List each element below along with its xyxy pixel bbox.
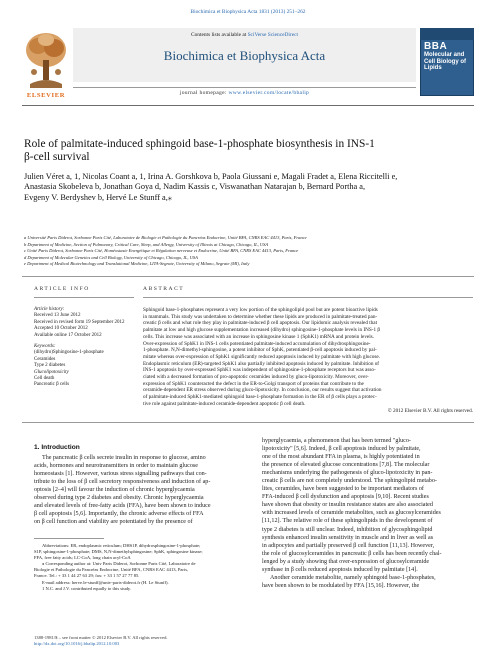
elsevier-tree-logo: [22, 28, 70, 90]
intro-line: The pancreatic β cells secrete insulin in response to glucose, amino: [42, 455, 206, 461]
intro-line: homeostasis [1]. However, various stress signalling pathways that con-: [34, 471, 207, 478]
abstract-line: 1-phosphate. N,N-dimethyl-sphingosine, a potent inhibitor of SphK, potentiated β-cell apoptosis induced by pal-: [143, 347, 377, 354]
abstract-line: in mammals. This study was undertaken to determine whether these lipids are produced in palmitate-treated pan-: [143, 313, 378, 320]
footnote-rule: [34, 538, 104, 539]
homepage-line: [73, 90, 416, 96]
abstract-line: palmitate at low and high glucose supplementation increased (dihydro) sphingosine-1-phosphate levels in INS-1 β: [143, 327, 381, 334]
intro-line: mechanisms underlying the pathogenesis of gluco-lipotoxicity in pan-: [262, 470, 433, 477]
intro-line: one of the most abundant FFA in plasma, is highly potentiated in: [262, 454, 420, 461]
keyword: (dihydro)Sphingosine-1-phosphate: [34, 350, 104, 356]
copyright-line: © 2012 Elsevier B.V. All rights reserved.: [387, 407, 473, 414]
cover-subtitle: Molecular and Cell Biology of Lipids: [424, 52, 466, 72]
intro-line: Another ceramide metabolite, namely sphingoid base-1-phosphates,: [270, 574, 436, 581]
homepage-prefix: journal homepage:: [179, 90, 229, 96]
intro-line: optosis [2–4] will favour the induction of chronic hyperglycaemia: [34, 487, 195, 494]
footnote-line: ⁎ Corresponding author at: Univ Paris Diderot, Sorbonne Paris Cité, Laboratoire de: [42, 561, 196, 567]
history-revised: Received in revised form 19 September 2012: [34, 319, 125, 325]
intro-line: creatic β cells are not completely understood. The sphingolipid metabo-: [262, 478, 437, 485]
abstract-line: of palmitate-induced SphK1-mediated sphingoid base-1-phosphate formation in the ER of β cells plays a protec-: [143, 394, 377, 401]
affiliation-e: e Department of Medical Biotechnology and Translational Medicine, LITA-Segrate, University of Milano, Segrate (MI), Italy: [24, 261, 250, 267]
masthead-rule: [73, 87, 416, 88]
intro-line: in adipocytes and partially preserved β cell function [11,13]. However,: [262, 542, 435, 549]
issn-block: [34, 635, 254, 647]
keywords-label: Keywords:: [34, 344, 56, 350]
intro-line: the role of glucosylceramides in pancreatic β cells has been recently chal-: [262, 550, 442, 557]
affiliation-b: b Department of Medicine, Section of Pulmonary, Critical Care, Sleep, and Allergy, University of Illinois at Chicago, Chicago, IL, USA: [24, 241, 269, 247]
abstract-heading: ABSTRACT: [143, 286, 185, 292]
introduction-heading: 1. Introduction: [34, 444, 80, 451]
authors-line-3: Evgeny V. Berdyshev b, Hervé Le Stunff a,⁎: [24, 192, 172, 202]
contents-prefix: Contents lists available at: [190, 32, 248, 38]
article-info-rule: [34, 297, 134, 298]
intro-line: have shown that obesity or insulin resistance states are also associated: [262, 502, 433, 509]
intro-line: acids, hormones and neurotransmitters in order to maintain glucose: [34, 463, 198, 470]
intro-line: type 2 diabetes is still unclear. Indeed, inhibition of glycosphingolipid: [262, 526, 433, 533]
running-head: Biochimica et Biophysica Acta 1831 (2013) 251–262: [190, 9, 306, 15]
header-rule: [22, 105, 474, 106]
affiliations: [24, 235, 476, 268]
abstract-line: ciated with a decreased formation of pro-apoptotic ceramides induced by gluco-lipotoxicity. Moreover, over-: [143, 374, 369, 381]
intro-line: β cell apoptosis [5,6]. Importantly, the chronic adverse effects of FFA: [34, 511, 204, 518]
abstract-line: tive role against palmitate-induced ceramide-dependent apoptotic β cell death.: [143, 400, 306, 407]
abstract-line: INS-1 apoptosis by over-expressed SphK1 was independent of sphingosine-1-phosphate receptors but was asso-: [143, 367, 376, 374]
article-info-heading: ARTICLE INFO: [34, 286, 90, 292]
footnote-line: France. Tel.: + 33 1 44 27 63 29; fax: + 33 1 57 27 77 85.: [34, 573, 140, 579]
abstract-bottom-rule: [22, 422, 474, 423]
footnotes: [34, 543, 246, 592]
keyword: Type 2 diabetes: [34, 363, 66, 369]
intro-line: [11,12]. The relative role of these sphingolipids in the development of: [262, 518, 433, 525]
abstract-line: expression of SphK1 counteracted the defect in the ER-to-Golgi transport of proteins that contribute to the: [143, 380, 364, 387]
affiliation-d: d Department of Molecular Genetics and Cell Biology, University of Chicago, Chicago, IL, USA: [24, 254, 198, 260]
keyword: Cell death: [34, 376, 55, 382]
intro-left-column: [34, 454, 246, 526]
author-list: [24, 172, 476, 203]
contents-line: [73, 32, 416, 38]
footnote-line: FFA, free fatty acids; LC-CoA, long chain acyl-CoA: [34, 555, 131, 561]
intro-line: lenged by a study showing that over-expression of glucosylceramide: [262, 558, 430, 565]
title-line-2: β-cell survival: [24, 151, 90, 164]
abstract-rule: [143, 297, 473, 298]
affiliation-a: a Université Paris Diderot, Sorbonne Paris Cité, Laboratoire de Biologie et Pathologie du Pancréas Endocrine, Unité BFA, CNRS EAC 4413, Paris, France: [24, 235, 307, 240]
intro-line: lipotoxicity" [5,6]. Indeed, β cell apoptosis induced by palmitate,: [262, 446, 421, 453]
keyword: Glucolipotoxicity: [34, 369, 69, 375]
intro-line: the presence of elevated glucose concentrations [7,8]. The molecular: [262, 462, 430, 469]
affiliations-rule: [22, 276, 474, 277]
intro-right-column: [262, 437, 474, 590]
homepage-url[interactable]: www.elsevier.com/locate/bbalip: [228, 90, 310, 96]
intro-line: synthesis enhanced insulin sensitivity in muscle and in liver as well as: [262, 534, 434, 541]
keyword: Ceramides: [34, 356, 56, 362]
journal-title: Biochimica et Biophysica Acta: [163, 48, 326, 63]
footnote-line: 1 N.C. and J.V. contributed equally to this study.: [42, 585, 132, 591]
article-title: [24, 138, 474, 165]
cover-abbrev: BBA: [424, 41, 448, 52]
doi-link[interactable]: http://dx.doi.org/10.1016/j.bbalip.2012.10.003: [34, 641, 120, 646]
intro-line: with increased levels of ceramide metabolites, such as glucosylceramides: [262, 510, 441, 517]
intro-line: FFA-induced β cell dysfunction and apoptosis [9,10]. Recent studies: [262, 494, 429, 501]
intro-line: hyperglycaemia, a phenomenon that has been termed "gluco-: [262, 438, 411, 444]
history-online: Available online 17 October 2012: [34, 332, 102, 338]
footnote-line: Abbreviations: ER, endoplasmic reticulum; DHS1P, dihydrosphingosine-1-phosphate;: [42, 543, 201, 548]
abstract-line: Over-expression of SphK1 in INS-1 cells potentiated palmitate-induced accumulation of dihydrosphingosine-: [143, 340, 371, 347]
abstract-line: cells. This increase was associated with an increase in sphingosine kinase 1 (SphK1) mRNA and protein levels.: [143, 333, 374, 340]
keyword: Pancreatic β cells: [34, 382, 70, 388]
intro-line: and elevated levels of free-fatty acids (FFA), have been shown to induce: [34, 503, 211, 510]
issn-line: 1388-1981/$ – see front matter © 2012 Elsevier B.V. All rights reserved.: [34, 635, 168, 640]
cover-text: [424, 42, 471, 72]
authors-line-2: Anastasia Skobeleva b, Jonathan Goya d, Nadim Kassis c, Viswanathan Natarajan b, Bernard Portha a,: [24, 182, 366, 192]
intro-line: tribute to the loss of β cell secretory responsiveness and induction of ap-: [34, 479, 211, 486]
abstract-line: ceramide-dependent ER stress observed during gluco-lipotoxicity. In conclusion, our results suggest that activation: [143, 387, 382, 394]
history-accepted: Accepted 10 October 2012: [34, 326, 88, 332]
history-label: Article history:: [34, 307, 65, 312]
intro-line: lites, ceramides, have been suggested to be important mediators of: [262, 486, 424, 493]
footnote-line: S1P, sphingosine-1-phosphate; DMS, N,N-dimethylsphingosine; SphK, sphingosine kinase;: [34, 549, 203, 555]
sciencedirect-link[interactable]: SciVerse ScienceDirect: [247, 32, 299, 38]
abstract-line: Sphingoid base-1-phosphates represent a very low portion of the sphingolipid pool but are potent bioactive lipids: [143, 307, 378, 313]
cover-top-band: [420, 28, 474, 40]
footnote-line: Biologie et Pathologie du Pancréas Endocrine, Unité BFA, CNRS EAC 4413, Paris,: [34, 567, 189, 573]
authors-line-1: Julien Véret a, 1, Nicolas Coant a, 1, Irina A. Gorshkova b, Paola Giussani e, Magali Fradet a, Elena Riccitelli e,: [24, 172, 398, 181]
abstract-line: mitate whereas over-expression of SphK1 significantly reduced apoptosis induced by palmitate with high glucose.: [143, 353, 381, 360]
publisher-wordmark: ELSEVIER: [26, 92, 66, 99]
abstract-line: creatic β cells and what role they play in palmitate-induced β cell apoptosis. Our lipidomic analysis revealed that: [143, 320, 378, 327]
affiliation-c: c Unité Paris Diderot, Sorbonne Paris Cité, Homéostasie Energétique et Régulation nerveuse et Endocrine, Unité BFA, CNRS EAC 4413, Paris, France: [24, 248, 299, 254]
history-received: Received 13 June 2012: [34, 313, 81, 319]
intro-line: have been shown to be modulated by FFA [15,16]. However, the: [262, 582, 420, 589]
article-info: [34, 307, 156, 389]
abstract-line: Endoplasmic reticulum (ER)-targeted SphK1 also partially inhibited apoptosis induced by palmitate. Inhibition of: [143, 360, 380, 367]
footnote-email[interactable]: E-mail address: herve.le-stunff@univ-paris-diderot.fr (H. Le Stunff).: [42, 579, 169, 585]
abstract-body: [143, 307, 473, 414]
intro-line: observed during type 2 diabetes and obesity. Chronic hyperglycaemia: [34, 495, 204, 502]
intro-line: on β cell function and viability are potentiated by the presence of: [34, 519, 193, 526]
intro-line: synthase in β cells reduced apoptosis induced by palmitate [14].: [262, 566, 418, 573]
title-line-1: Role of palmitate-induced sphingoid base-1-phosphate biosynthesis in INS-1: [24, 138, 375, 150]
